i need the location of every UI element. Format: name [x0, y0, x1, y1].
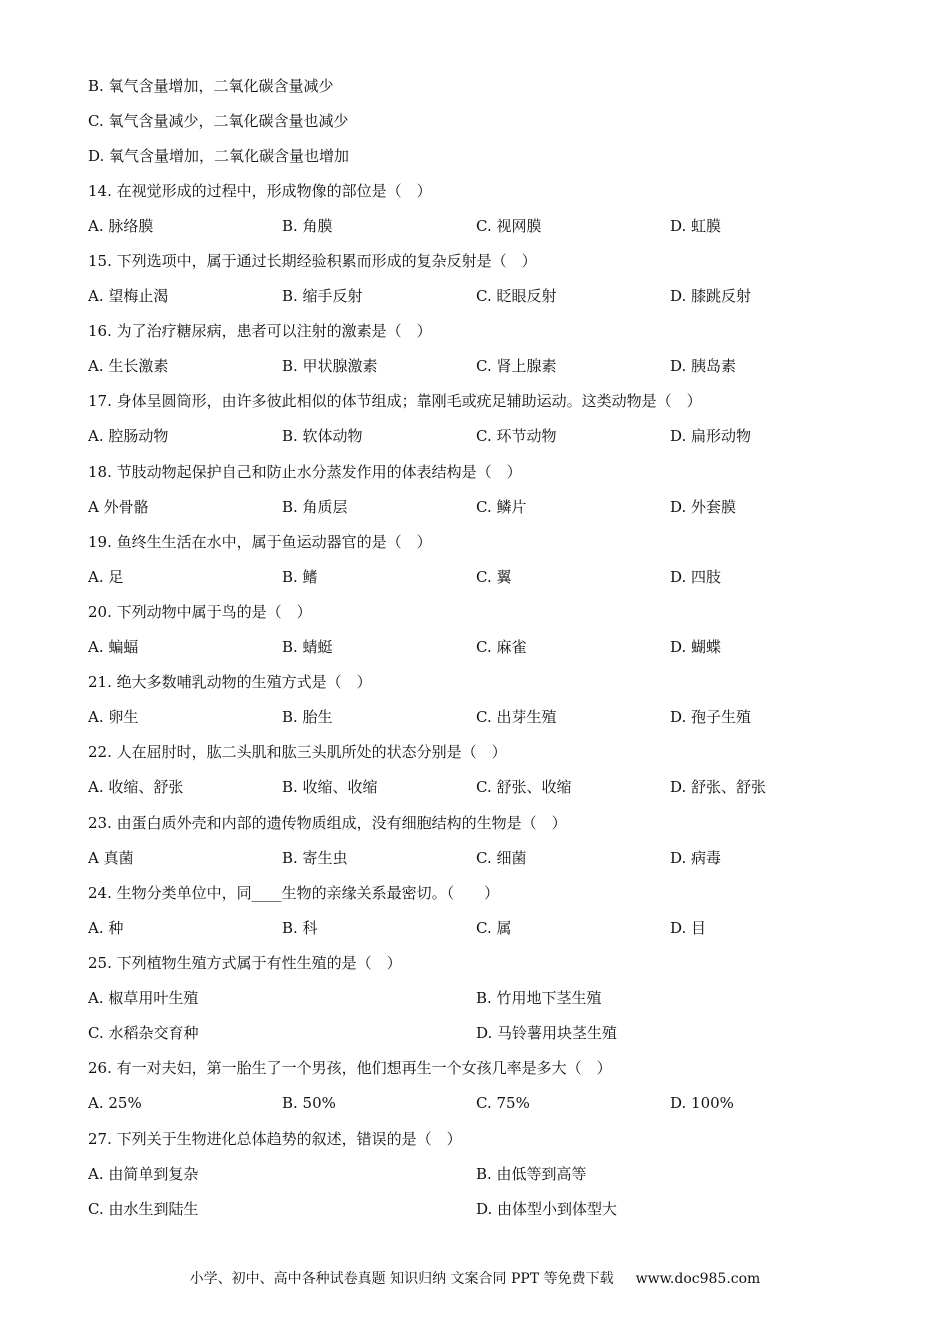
option-b: B. 收缩、收缩 [282, 778, 378, 796]
option-line: D. 氧气含量增加，二氧化碳含量也增加 [88, 147, 350, 165]
option-row [88, 424, 868, 448]
option-row [88, 565, 868, 589]
option-d: D. 马铃薯用块茎生殖 [476, 1024, 618, 1042]
option-d: D. 虹膜 [670, 217, 722, 235]
option-line: C. 氧气含量减少，二氧化碳含量也减少 [88, 112, 349, 130]
option-d: D. 由体型小到体型大 [476, 1200, 618, 1218]
option-c: C. 由水生到陆生 [88, 1200, 199, 1218]
option-row [88, 1197, 868, 1221]
footer-text: 小学、初中、高中各种试卷真题 知识归纳 文案合同 PPT 等免费下载 [189, 1271, 614, 1287]
option-a: A. 蝙蝠 [88, 638, 139, 656]
footer-url[interactable]: www.doc985.com [635, 1271, 761, 1287]
option-c: C. 麻雀 [476, 638, 527, 656]
question-stem: 25. 下列植物生殖方式属于有性生殖的是（ ） [88, 954, 402, 972]
option-b: B. 鳍 [282, 568, 318, 586]
option-d: D. 胰岛素 [670, 357, 737, 375]
question-stem: 20. 下列动物中属于鸟的是（ ） [88, 603, 312, 621]
option-d: D. 蝴蝶 [670, 638, 722, 656]
option-a: A 外骨骼 [88, 498, 149, 516]
option-d: D. 扁形动物 [670, 427, 752, 445]
question-stem: 19. 鱼终生生活在水中，属于鱼运动器官的是（ ） [88, 533, 432, 551]
option-row [88, 705, 868, 729]
option-row [88, 986, 868, 1010]
option-a: A. 望梅止渴 [88, 287, 169, 305]
option-c: C. 视网膜 [476, 217, 542, 235]
option-b: B. 由低等到高等 [476, 1165, 587, 1183]
option-c: C. 水稻杂交育种 [88, 1024, 199, 1042]
option-c: C. 肾上腺素 [476, 357, 557, 375]
question-stem: 15. 下列选项中，属于通过长期经验积累而形成的复杂反射是（ ） [88, 252, 537, 270]
option-c: C. 眨眼反射 [476, 287, 557, 305]
option-a: A. 由简单到复杂 [88, 1165, 199, 1183]
option-d: D. 四肢 [670, 568, 722, 586]
option-row [88, 1021, 868, 1045]
option-a: A. 脉络膜 [88, 217, 154, 235]
option-b: B. 缩手反射 [282, 287, 363, 305]
question-stem: 16. 为了治疗糖尿病，患者可以注射的激素是（ ） [88, 322, 432, 340]
option-row [88, 635, 868, 659]
option-c: C. 舒张、收缩 [476, 778, 572, 796]
option-row [88, 354, 868, 378]
option-row [88, 775, 868, 799]
option-c: C. 出芽生殖 [476, 708, 557, 726]
question-stem: 21. 绝大多数哺乳动物的生殖方式是（ ） [88, 673, 372, 691]
option-row [88, 214, 868, 238]
option-a: A. 种 [88, 919, 124, 937]
question-stem: 26. 有一对夫妇，第一胎生了一个男孩，他们想再生一个女孩几率是多大（ ） [88, 1059, 612, 1077]
option-a: A. 25% [88, 1094, 142, 1112]
question-stem: 17. 身体呈圆筒形，由许多彼此相似的体节组成；靠刚毛或疣足辅助运动。这类动物是（ ） [88, 392, 702, 410]
option-c: C. 细菌 [476, 849, 527, 867]
option-d: D. 100% [670, 1094, 734, 1112]
option-row [88, 916, 868, 940]
option-b: B. 竹用地下茎生殖 [476, 989, 602, 1007]
option-b: B. 胎生 [282, 708, 333, 726]
option-d: D. 膝跳反射 [670, 287, 752, 305]
option-row [88, 495, 868, 519]
option-b: B. 寄生虫 [282, 849, 348, 867]
question-stem: 18. 节肢动物起保护自己和防止水分蒸发作用的体表结构是（ ） [88, 463, 522, 481]
option-d: D. 病毒 [670, 849, 722, 867]
option-c: C. 鳞片 [476, 498, 527, 516]
option-a: A. 卵生 [88, 708, 139, 726]
option-line: B. 氧气含量增加，二氧化碳含量减少 [88, 77, 334, 95]
option-b: B. 甲状腺激素 [282, 357, 378, 375]
option-b: B. 科 [282, 919, 318, 937]
question-stem: 24. 生物分类单位中，同____生物的亲缘关系最密切。（ ） [88, 884, 500, 902]
option-a: A. 生长激素 [88, 357, 169, 375]
option-a: A 真菌 [88, 849, 134, 867]
option-row [88, 846, 868, 870]
page-footer [0, 1268, 950, 1290]
option-b: B. 角质层 [282, 498, 348, 516]
option-b: B. 软体动物 [282, 427, 363, 445]
question-stem: 22. 人在屈肘时，肱二头肌和肱三头肌所处的状态分别是（ ） [88, 743, 507, 761]
option-c: C. 翼 [476, 568, 512, 586]
option-row [88, 1162, 868, 1186]
option-c: C. 75% [476, 1094, 530, 1112]
option-d: D. 目 [670, 919, 707, 937]
question-stem: 14. 在视觉形成的过程中，形成物像的部位是（ ） [88, 182, 432, 200]
option-d: D. 孢子生殖 [670, 708, 752, 726]
option-a: A. 收缩、舒张 [88, 778, 184, 796]
question-stem: 27. 下列关于生物进化总体趋势的叙述，错误的是（ ） [88, 1130, 462, 1148]
option-c: C. 属 [476, 919, 512, 937]
option-d: D. 外套膜 [670, 498, 737, 516]
question-stem: 23. 由蛋白质外壳和内部的遗传物质组成，没有细胞结构的生物是（ ） [88, 814, 567, 832]
option-d: D. 舒张、舒张 [670, 778, 767, 796]
option-c: C. 环节动物 [476, 427, 557, 445]
option-a: A. 腔肠动物 [88, 427, 169, 445]
option-a: A. 椒草用叶生殖 [88, 989, 199, 1007]
option-row [88, 284, 868, 308]
option-a: A. 足 [88, 568, 124, 586]
option-row [88, 1091, 868, 1115]
option-b: B. 蜻蜓 [282, 638, 333, 656]
option-b: B. 50% [282, 1094, 336, 1112]
option-b: B. 角膜 [282, 217, 333, 235]
